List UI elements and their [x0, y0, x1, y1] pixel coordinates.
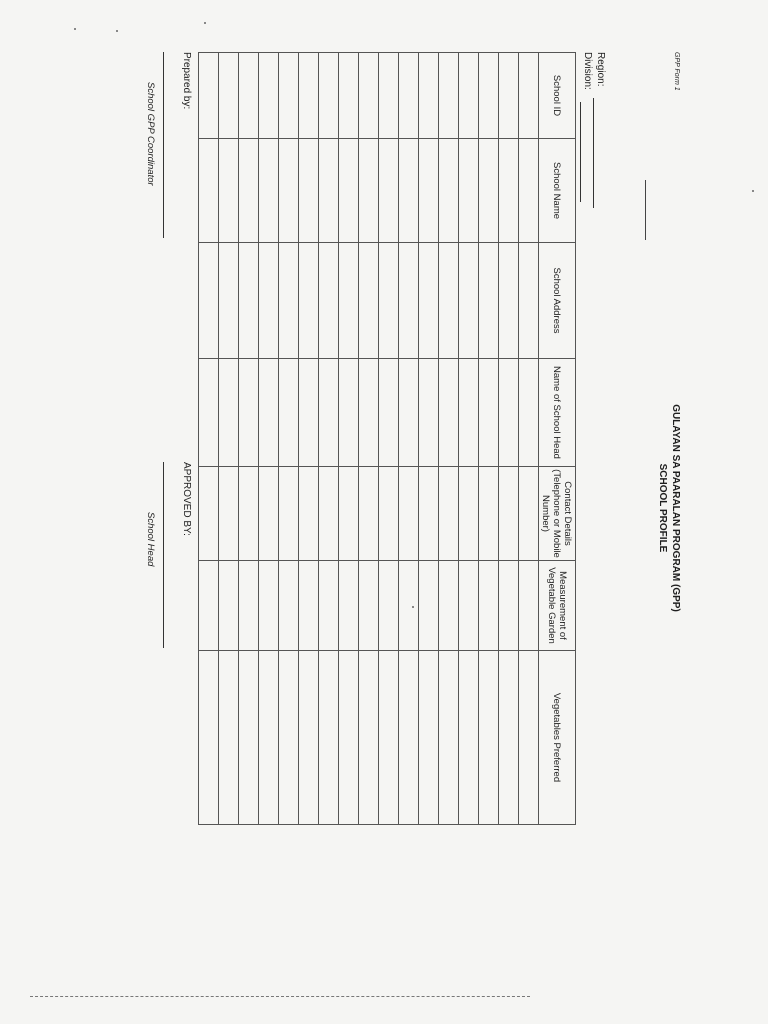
table-cell — [359, 243, 379, 359]
table-cell — [499, 651, 519, 825]
table-cell — [459, 359, 479, 467]
table-cell — [299, 53, 319, 139]
header-school-head: Name of School Head — [539, 359, 576, 467]
table-cell — [279, 651, 299, 825]
scan-speck — [74, 28, 76, 30]
title-underline — [645, 180, 646, 240]
approved-signature-line — [163, 462, 164, 648]
table-cell — [519, 243, 539, 359]
table-cell — [439, 651, 459, 825]
table-header-row — [539, 53, 576, 825]
table-cell — [219, 243, 239, 359]
table-cell — [219, 467, 239, 561]
table-cell — [399, 467, 419, 561]
scan-speck — [116, 30, 118, 32]
form-title-program: GULAYAN SA PAARALAN PROGRAM (GPP) — [670, 404, 681, 612]
prepared-by-label: Prepared by: — [181, 52, 192, 110]
table-cell — [239, 243, 259, 359]
table-cell — [519, 467, 539, 561]
table-cell — [399, 359, 419, 467]
table-cell — [379, 561, 399, 651]
table-cell — [499, 467, 519, 561]
table-cell — [419, 243, 439, 359]
table-cell — [299, 467, 319, 561]
table-cell — [399, 243, 419, 359]
table-cell — [339, 139, 359, 243]
table-cell — [479, 243, 499, 359]
table-row — [239, 53, 259, 825]
table-cell — [519, 359, 539, 467]
header-garden-measurement: Measurement of Vegetable Garden — [539, 561, 576, 651]
table-cell — [239, 139, 259, 243]
table-cell — [279, 561, 299, 651]
table-cell — [439, 561, 459, 651]
form-number: GPP Form 1 — [673, 52, 680, 91]
table-cell — [199, 359, 219, 467]
table-cell — [219, 359, 239, 467]
table-cell — [239, 651, 259, 825]
table-cell — [499, 53, 519, 139]
table-cell — [419, 53, 439, 139]
table-cell — [499, 139, 519, 243]
table-cell — [499, 561, 519, 651]
table-cell — [199, 467, 219, 561]
table-cell — [259, 467, 279, 561]
table-cell — [459, 561, 479, 651]
table-cell — [479, 561, 499, 651]
table-cell — [379, 359, 399, 467]
approved-role: School Head — [145, 512, 156, 567]
table-cell — [239, 561, 259, 651]
table-cell — [379, 467, 399, 561]
table-cell — [259, 139, 279, 243]
table-cell — [399, 561, 419, 651]
table-cell — [319, 243, 339, 359]
table-cell — [319, 359, 339, 467]
table-cell — [359, 53, 379, 139]
table-cell — [279, 359, 299, 467]
table-cell — [399, 651, 419, 825]
table-cell — [339, 359, 359, 467]
table-cell — [319, 467, 339, 561]
table-row — [259, 53, 279, 825]
scan-speck — [204, 22, 206, 24]
table-cell — [219, 561, 239, 651]
table-body — [199, 53, 539, 825]
table-cell — [519, 139, 539, 243]
table-row — [479, 53, 499, 825]
table-row — [339, 53, 359, 825]
table-cell — [399, 53, 419, 139]
table-cell — [419, 467, 439, 561]
table-cell — [259, 243, 279, 359]
table-cell — [439, 243, 459, 359]
table-cell — [239, 359, 259, 467]
header-school-name: School Name — [539, 139, 576, 243]
table-cell — [399, 139, 419, 243]
table-cell — [379, 651, 399, 825]
table-cell — [459, 467, 479, 561]
table-cell — [459, 139, 479, 243]
table-cell — [419, 359, 439, 467]
table-cell — [279, 243, 299, 359]
table-cell — [299, 561, 319, 651]
table-cell — [479, 53, 499, 139]
table-row — [379, 53, 399, 825]
table-cell — [199, 561, 219, 651]
table-cell — [439, 53, 459, 139]
table-cell — [239, 53, 259, 139]
table-cell — [299, 359, 319, 467]
table-cell — [199, 53, 219, 139]
table-cell — [379, 53, 399, 139]
table-cell — [299, 139, 319, 243]
division-label: Division: — [582, 52, 593, 90]
table-cell — [479, 651, 499, 825]
table-cell — [319, 561, 339, 651]
table-cell — [419, 139, 439, 243]
header-school-address: School Address — [539, 243, 576, 359]
table-cell — [359, 561, 379, 651]
scan-speck — [752, 190, 754, 192]
table-cell — [279, 53, 299, 139]
table-cell — [359, 651, 379, 825]
table-cell — [299, 651, 319, 825]
table-cell — [379, 243, 399, 359]
table-row — [299, 53, 319, 825]
table-cell — [339, 53, 359, 139]
table-cell — [479, 139, 499, 243]
table-cell — [339, 561, 359, 651]
table-cell — [199, 243, 219, 359]
table-cell — [199, 651, 219, 825]
table-cell — [499, 359, 519, 467]
table-cell — [319, 139, 339, 243]
table-cell — [419, 561, 439, 651]
table-row — [419, 53, 439, 825]
table-cell — [319, 53, 339, 139]
form-title — [656, 268, 682, 748]
table-cell — [259, 359, 279, 467]
table-cell — [479, 467, 499, 561]
header-school-id: School ID — [539, 53, 576, 139]
table-row — [519, 53, 539, 825]
school-profile-table — [198, 52, 576, 825]
form-title-profile: SCHOOL PROFILE — [657, 463, 668, 553]
table-cell — [459, 651, 479, 825]
table-cell — [379, 139, 399, 243]
table-cell — [519, 561, 539, 651]
table-cell — [359, 359, 379, 467]
table-row — [439, 53, 459, 825]
table-cell — [299, 243, 319, 359]
page-edge-rule — [30, 996, 530, 997]
table-cell — [519, 53, 539, 139]
region-blank-line — [593, 98, 594, 208]
region-label: Region: — [595, 52, 606, 87]
table-cell — [439, 359, 459, 467]
table-row — [359, 53, 379, 825]
table-cell — [279, 467, 299, 561]
table-cell — [339, 467, 359, 561]
table-row — [319, 53, 339, 825]
table-row — [399, 53, 419, 825]
table-cell — [239, 467, 259, 561]
table-cell — [419, 651, 439, 825]
table-cell — [219, 651, 239, 825]
table-cell — [259, 53, 279, 139]
scan-speck — [412, 606, 414, 608]
table-cell — [339, 651, 359, 825]
header-contact-details: Contact Details (Telephone or Mobile Number) — [539, 467, 576, 561]
table-row — [459, 53, 479, 825]
table-cell — [359, 139, 379, 243]
table-cell — [439, 467, 459, 561]
table-row — [199, 53, 219, 825]
division-blank-line — [580, 102, 581, 202]
table-cell — [459, 243, 479, 359]
header-vegetables-preferred: Vegetables Preferred — [539, 651, 576, 825]
table-row — [499, 53, 519, 825]
table-cell — [199, 139, 219, 243]
table-cell — [519, 651, 539, 825]
approved-by-label: APPROVED BY: — [181, 462, 192, 536]
table-cell — [259, 651, 279, 825]
table-cell — [479, 359, 499, 467]
prepared-signature-line — [163, 52, 164, 238]
table-cell — [499, 243, 519, 359]
table-cell — [279, 139, 299, 243]
table-cell — [339, 243, 359, 359]
table-cell — [219, 53, 239, 139]
prepared-role: School GPP Coordinator — [145, 82, 156, 186]
table-row — [279, 53, 299, 825]
table-cell — [259, 561, 279, 651]
table-cell — [459, 53, 479, 139]
table-row — [219, 53, 239, 825]
table-cell — [219, 139, 239, 243]
table-cell — [439, 139, 459, 243]
table-cell — [359, 467, 379, 561]
table-cell — [319, 651, 339, 825]
